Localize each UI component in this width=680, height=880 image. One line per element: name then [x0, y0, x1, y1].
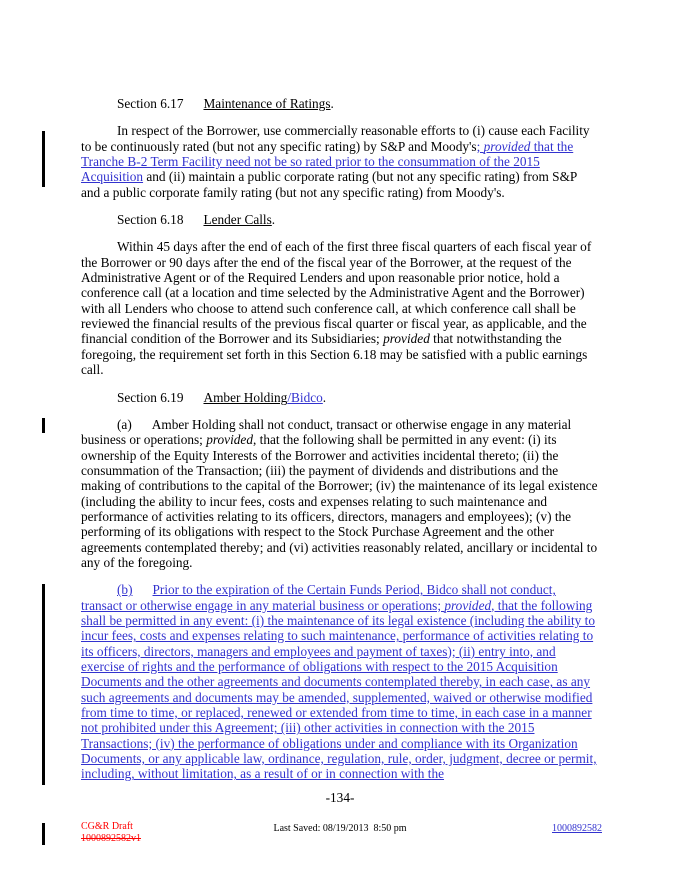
text-run: Section 6.17	[117, 96, 184, 111]
text-run: Section 6.19	[117, 389, 184, 405]
doc-id-link: 1000892582	[552, 823, 602, 834]
body-paragraph	[81, 239, 599, 377]
revision-change-bar	[42, 418, 45, 433]
text-run: (a)	[117, 416, 132, 432]
text-run: .	[271, 212, 276, 228]
revision-change-bar	[42, 823, 45, 845]
text-run: ;	[476, 138, 484, 154]
text-run: In respect of the Borrower, use commercially reasonable efforts to (i) cause each Facility to be continuously rated (but not any specific rating) by S&P and Moody's	[81, 123, 590, 154]
text-run: Prior to the expiration of the Certain Funds Period, Bidco shall not conduct, transact or otherwise engage in any material business or operations;	[81, 582, 556, 613]
section-heading	[81, 390, 599, 405]
text-run: Amber Holding	[203, 389, 288, 405]
text-run: provided	[444, 597, 492, 613]
footer-right	[552, 821, 602, 836]
text-run: .	[330, 96, 334, 111]
text-run: Lender Calls	[203, 212, 272, 228]
text-run: and (ii) maintain a public corporate rating (but not any specific rating) from S&P and a public corporate family rating (but not any specific rating) from Moody's.	[81, 169, 577, 200]
text-run: Section 6.18	[117, 212, 184, 228]
body-paragraph	[81, 582, 599, 781]
body-paragraph	[81, 417, 599, 570]
text-run: Maintenance of Ratings	[203, 96, 331, 111]
text-run: .	[322, 389, 327, 405]
text-run: that notwithstanding the foregoing, the requirement set forth in this Section 6.18 may be satisfied with a public earnings call.	[81, 331, 588, 378]
text-run: /Bidco	[287, 389, 323, 405]
document-body	[81, 96, 599, 794]
section-heading	[81, 96, 599, 111]
draft-label: CG&R Draft	[81, 821, 133, 832]
text-run: Within 45 days after the end of each of the first three fiscal quarters of each fiscal year of the Borrower or 90 days after the end of the fiscal year of the Borrower, at the request of the Administrative Agent or of the Required Lenders and upon reasonable prior notice, hold a conference call (at a location and time selected by the Administrative Agent and the Borrower) with all Lenders who choose to attend such conference call, at which conference call shall be reviewed the financial results of the previous fiscal quarter or fiscal year, as applicable, and the financial condition of the Borrower and its Subsidiaries;	[81, 239, 592, 347]
last-saved-stamp: Last Saved: 08/19/2013 8:50 pm	[273, 823, 407, 834]
text-run: , that the following shall be permitted in any event: (i) the maintenance of its legal existence (including the ability to incur fees, costs and expenses relating to such maintenance, performance of activities relating to its officers, directors, managers and employees and payment of taxes); (ii) entry into, and exercise of rights and the performance of obligations with respect to the 2015 Acquisition Documents and the other agreements and documents contemplated thereby, in each case, as any such agreements and documents may be amended, supplemented, waived or otherwise modified from time to time, or replaced, renewed or extended from time to time, in each case in a manner not prohibited under this Agreement; (iii) other activities in connection with the 2015 Transactions; (iv) the performance of obligations under and compliance with its Organization Documents, or any applicable law, ordinance, regulation, rule, order, judgment, decree or permit, including, without limitation, as a result of or in connection with the	[81, 597, 597, 782]
section-heading	[81, 212, 599, 227]
text-run: provided	[483, 138, 531, 154]
page-number: -134-	[325, 790, 355, 805]
text-run: provided	[206, 432, 253, 448]
text-run: provided	[383, 331, 430, 347]
text-run: (b)	[117, 582, 133, 598]
text-run: that the Tranche B-2 Term Facility need not be so rated prior to the consummation of the 2015 Acquisition	[81, 138, 574, 185]
revision-change-bar	[42, 131, 45, 187]
text-run: Amber Holding shall not conduct, transact or otherwise engage in any material business or operations;	[81, 416, 572, 448]
text-run: , that the following shall be permitted in any event: (i) its ownership of the Equity Interests of the Borrower and activities incidental thereto; (ii) the consummation of the Transaction; (iii) the payment of dividends and distributions and the making of contributions to the capital of the Borrower; (iv) the maintenance of its legal existence (including the ability to incur fees, costs and expenses relating to such maintenance and performance of activities relating to its officers, directors, managers and employees); (v) the performing of its obligations with respect to the Stock Purchase Agreement and the other agreements contemplated thereby; and (vi) activities reasonably related, ancillary or incidental to any of the foregoing.	[81, 432, 598, 570]
revision-change-bar	[42, 584, 45, 785]
body-paragraph	[81, 123, 599, 200]
old-doc-id-strikethrough: 1000892582v1	[81, 833, 141, 844]
